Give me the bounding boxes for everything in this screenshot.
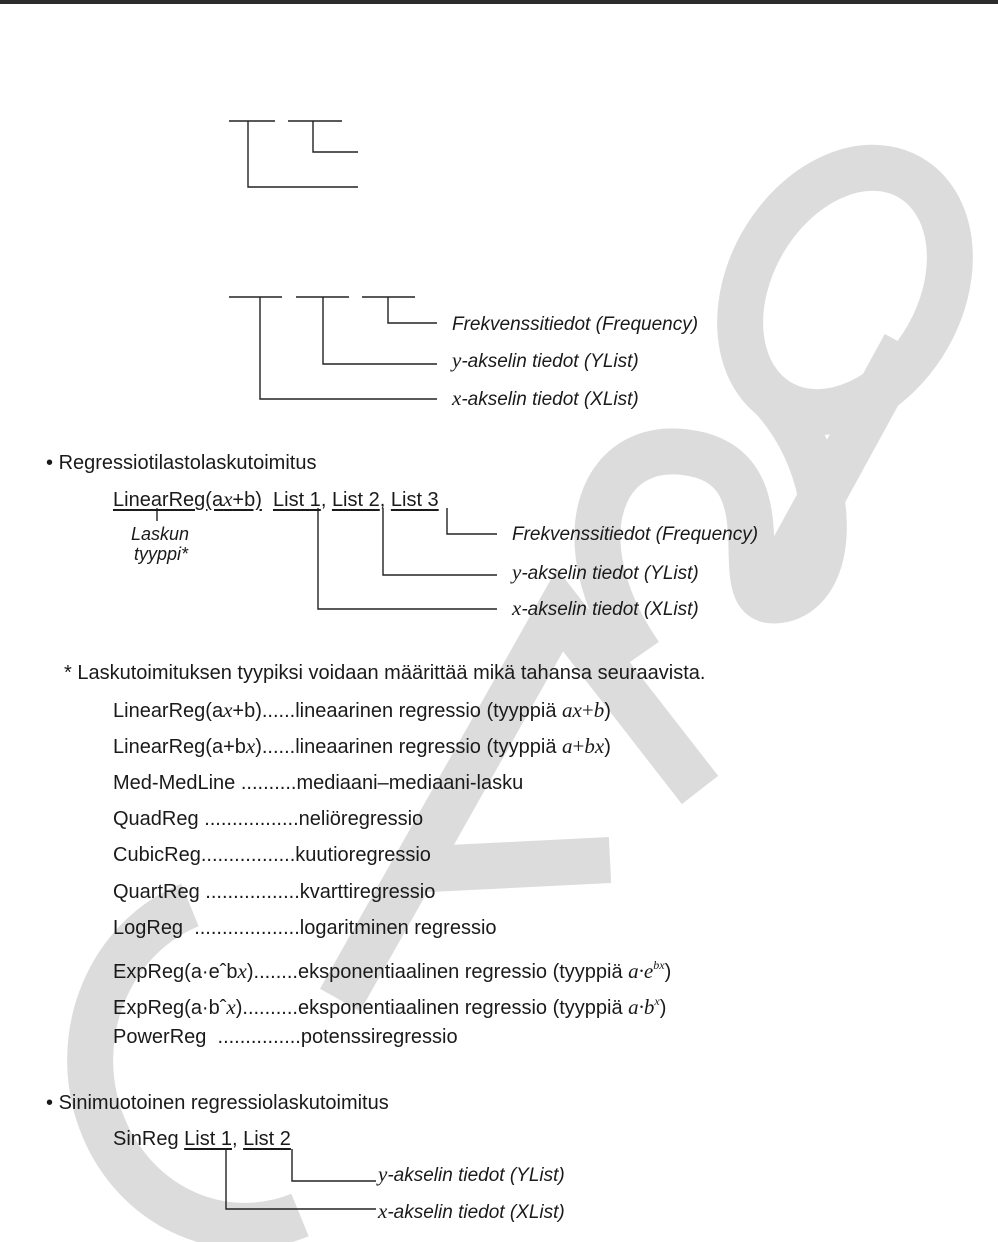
list-item: LinearReg(ax+b)......lineaarinen regressio (tyyppiä ax+b): [113, 698, 611, 722]
list-item: PowerReg ...............potenssiregressio: [113, 1026, 458, 1048]
sinreg-xlist-label: x-akselin tiedot (XList): [378, 1199, 565, 1223]
diagram1-ylist-label: y-akselin tiedot (YList): [452, 348, 639, 372]
regression-type-label: Laskun tyyppi*: [131, 524, 190, 564]
sinreg-ylist-label: y-akselin tiedot (YList): [378, 1162, 565, 1186]
list-item: CubicReg.................kuutioregressio: [113, 844, 431, 866]
regression-list3: List 3: [390, 489, 439, 511]
regression-command: LinearReg(ax+b) List 1, List 2, List 3: [113, 487, 439, 511]
list-item: Med-MedLine ..........mediaani–mediaani-lasku: [113, 772, 524, 794]
regression-type: LinearReg(ax+b): [113, 487, 262, 511]
sinreg-command: SinReg List 1, List 2: [113, 1128, 291, 1150]
regression-ylist-label: y-akselin tiedot (YList): [512, 560, 699, 584]
regression-frequency-label: Frekvenssitiedot (Frequency): [512, 524, 759, 545]
list-item: LinearReg(a+bx)......lineaarinen regressio (tyyppiä a+bx): [113, 734, 611, 758]
regression-xlist-label: x-akselin tiedot (XList): [512, 596, 699, 620]
sinreg-list2: List 2: [243, 1128, 291, 1150]
list-item: QuartReg .................kvarttiregressio: [113, 881, 436, 903]
footnote-text: * Laskutoimituksen tyypiksi voidaan määrittää mikä tahansa seuraavista.: [64, 662, 706, 684]
list-item: LogReg ...................logaritminen regressio: [113, 917, 497, 939]
list-item: ExpReg(a·bˆx)..........eksponentiaalinen regressio (tyyppiä $a\cdot b^x$): [113, 994, 667, 1019]
regression-list2: List 2: [331, 489, 380, 511]
sinreg-list1: List 1: [184, 1128, 232, 1150]
list-item: ExpReg(a·eˆbx)........eksponentiaalinen regressio (tyyppiä $a\cdot e^{bx}$): [113, 958, 672, 983]
regression-list1: List 1: [273, 489, 321, 511]
sinreg-heading: • Sinimuotoinen regressiolaskutoimitus: [46, 1092, 389, 1114]
diagram1-frequency-label: Frekvenssitiedot (Frequency): [452, 314, 699, 335]
regression-heading: • Regressiotilastolaskutoimitus: [46, 452, 317, 474]
list-item: QuadReg .................neliöregressio: [113, 808, 424, 830]
diagram1-xlist-label: x-akselin tiedot (XList): [452, 386, 639, 410]
